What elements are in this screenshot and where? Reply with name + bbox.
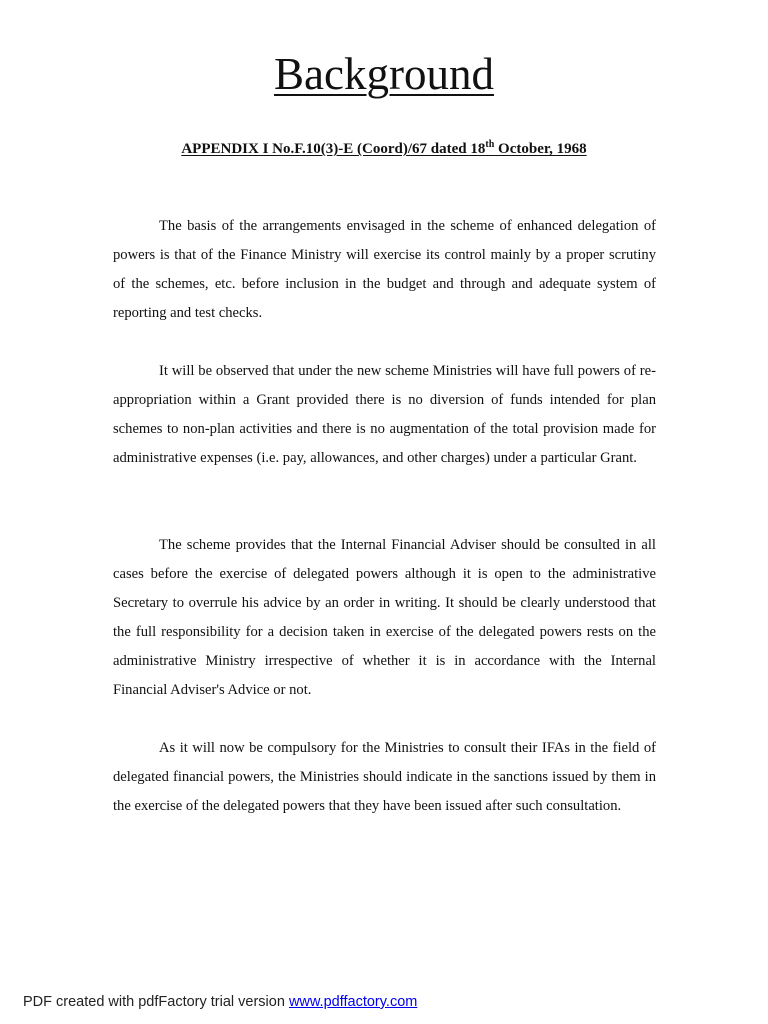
appendix-reference <box>0 136 768 162</box>
date-ordinal-suffix: th <box>485 139 495 150</box>
appendix-reference-date: October, 1968 <box>494 141 587 157</box>
paragraph-ifa-consultation: The scheme provides that the Internal Financial Adviser should be consulted in all cases before the exercise of delegated powers although it is open to the administrative Secretary to overrule his advice by an order in writing. It should be clearly understood that the full responsibility for a decision taken in exercise of the delegated powers rests on the administrative Ministry irrespective of whether it is in accordance with the Internal Financial Adviser's Advice or not. <box>113 537 656 698</box>
page-title <box>0 46 768 102</box>
pdf-footer <box>23 992 417 1012</box>
paragraph-reappropriation-powers: It will be observed that under the new scheme Ministries will have full powers of re-appropriation within a Grant provided there is no diversion of funds intended for plan schemes to non-plan activities and there is no augmentation of the total provision made for administrative expenses (i.e. pay, allowances, and other charges) under a particular Grant. <box>113 363 656 466</box>
appendix-reference-prefix: APPENDIX I No.F.10(3)-E (Coord)/67 dated 18 <box>181 141 486 157</box>
appendix-reference-text <box>181 141 586 157</box>
paragraph-sanctions-indication: As it will now be compulsory for the Ministries to consult their IFAs in the field of delegated financial powers, the Ministries should indicate in the sanctions issued by them in the exercise of the delegated powers that they have been issued after such consultation. <box>113 740 656 814</box>
pdf-footer-text: PDF created with pdfFactory trial version <box>23 994 289 1010</box>
page-title-text: Background <box>274 49 494 99</box>
pdffactory-link[interactable]: www.pdffactory.com <box>288 994 418 1010</box>
paragraph-finance-control: The basis of the arrangements envisaged in the scheme of enhanced delegation of powers is that of the Finance Ministry will exercise its control mainly by a proper scrutiny of the schemes, etc. before inclusion in the budget and through and adequate system of reporting and test checks. <box>113 218 656 321</box>
